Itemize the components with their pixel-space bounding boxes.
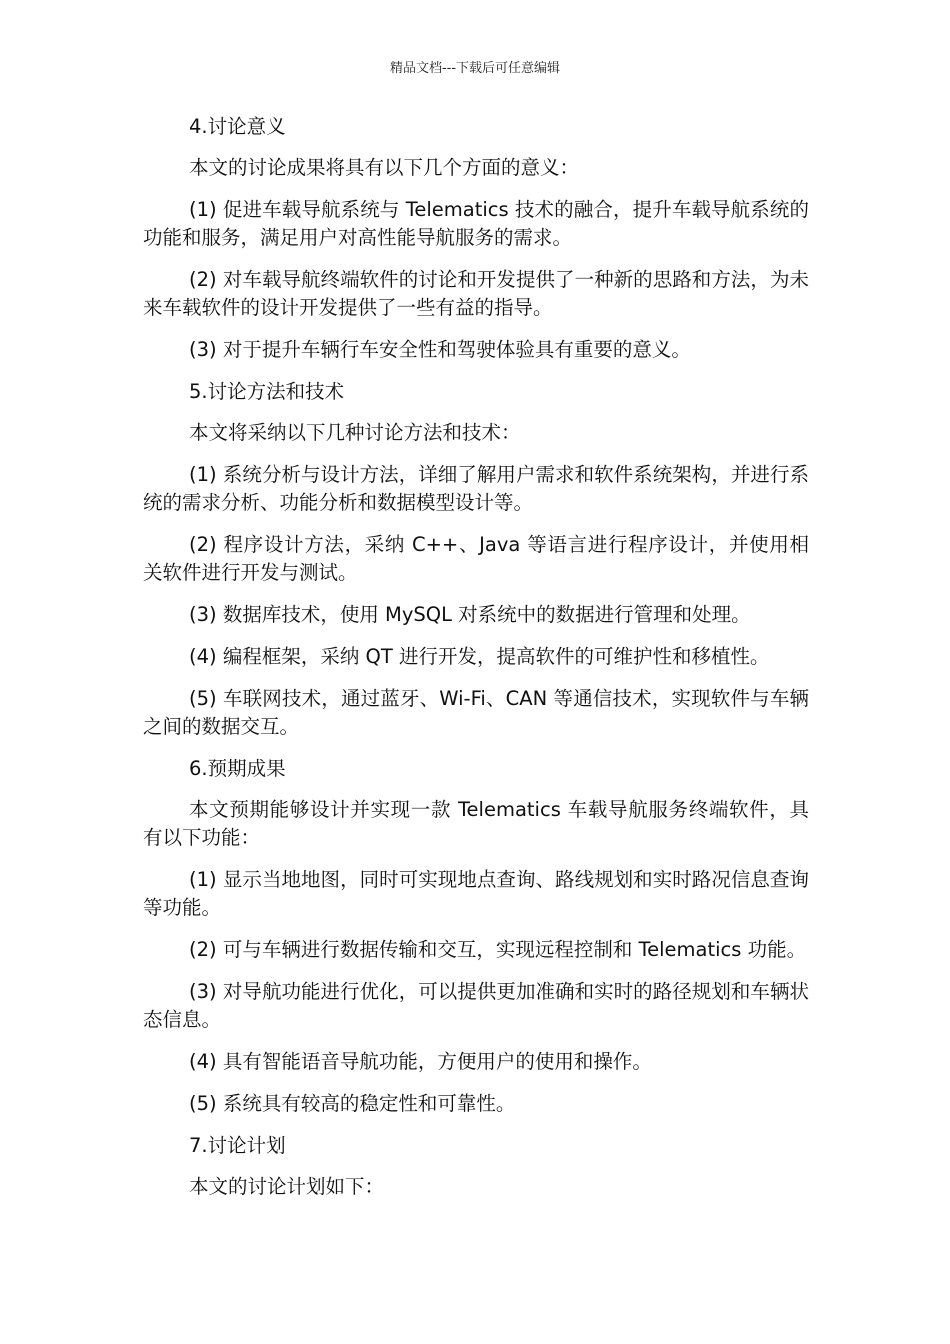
paragraph: 本文将采纳以下几种讨论方法和技术： xyxy=(189,421,521,444)
list-item: (1) 促进车载导航系统与 Telematics 技术的融合，提升车载导航系统的功能和服务，满足用户对高性能导航服务的需求。 xyxy=(143,198,809,249)
paragraph: 本文的讨论计划如下： xyxy=(189,1175,385,1198)
list-item: (1) 系统分析与设计方法，详细了解用户需求和软件系统架构，并进行系统的需求分析、功能分析和数据模型设计等。 xyxy=(143,463,809,514)
list-item: (1) 显示当地地图，同时可实现地点查询、路线规划和实时路况信息查询等功能。 xyxy=(143,868,809,919)
paragraph: 本文预期能够设计并实现一款 Telematics 车载导航服务终端软件，具有以下功能： xyxy=(143,798,809,849)
list-item: (2) 程序设计方法，采纳 C++、Java 等语言进行程序设计，并使用相关软件进行开发与测试。 xyxy=(143,533,809,584)
page-header: 精品文档---下载后可任意编辑 xyxy=(389,61,561,76)
list-item: (4) 具有智能语音导航功能，方便用户的使用和操作。 xyxy=(189,1050,652,1073)
list-item: (3) 对于提升车辆行车安全性和驾驶体验具有重要的意义。 xyxy=(189,338,691,361)
list-item: (2) 可与车辆进行数据传输和交互，实现远程控制和 Telematics 功能。 xyxy=(189,938,807,961)
list-item: (3) 对导航功能进行优化，可以提供更加准确和实时的路径规划和车辆状态信息。 xyxy=(143,980,809,1031)
list-item: (4) 编程框架，采纳 QT 进行开发，提高软件的可维护性和移植性。 xyxy=(189,645,770,668)
section-heading: 5.讨论方法和技术 xyxy=(189,380,345,403)
list-item: (5) 系统具有较高的稳定性和可靠性。 xyxy=(189,1092,516,1115)
list-item: (5) 车联网技术，通过蓝牙、Wi-Fi、CAN 等通信技术，实现软件与车辆之间的数据交互。 xyxy=(143,687,809,738)
list-item: (2) 对车载导航终端软件的讨论和开发提供了一种新的思路和方法，为未来车载软件的设计开发提供了一些有益的指导。 xyxy=(143,268,809,319)
paragraph: 本文的讨论成果将具有以下几个方面的意义： xyxy=(189,156,580,179)
section-heading: 6.预期成果 xyxy=(189,757,286,780)
document-body xyxy=(143,113,809,1215)
list-item: (3) 数据库技术，使用 MySQL 对系统中的数据进行管理和处理。 xyxy=(189,603,751,626)
section-heading: 4.讨论意义 xyxy=(189,115,286,138)
section-heading: 7.讨论计划 xyxy=(189,1134,286,1157)
